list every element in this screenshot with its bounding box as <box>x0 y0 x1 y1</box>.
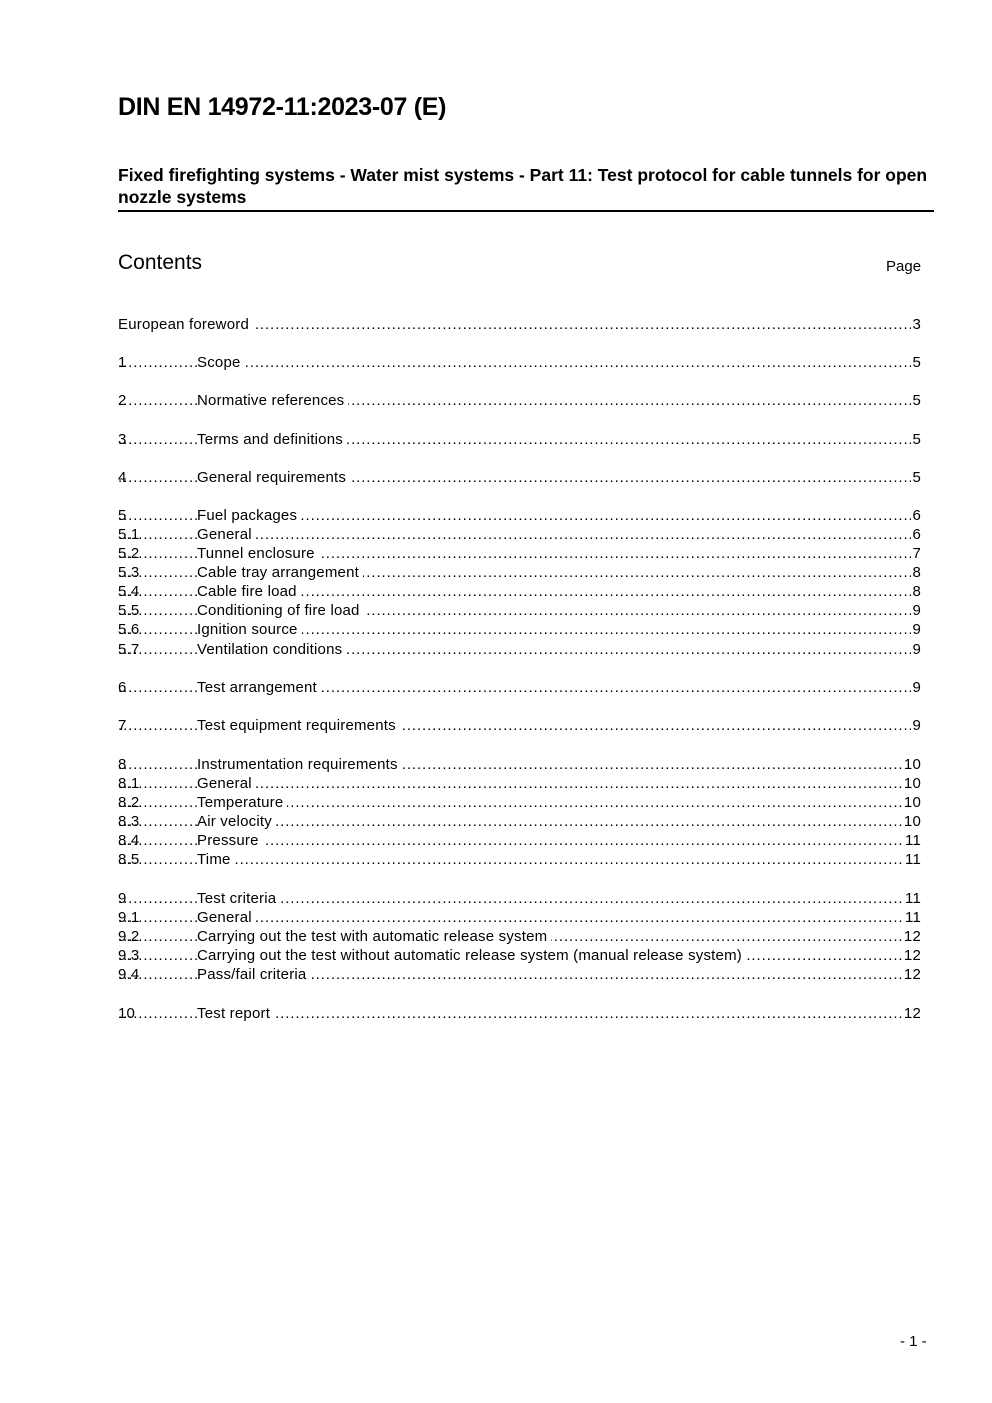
toc-entry-page: 12 <box>903 1005 921 1022</box>
contents-heading: Contents <box>118 251 203 274</box>
toc-entry-page: 8 <box>912 583 921 600</box>
toc-entry-number: 5.2 <box>118 545 140 562</box>
toc-entry-number: 3 <box>118 431 127 448</box>
toc-entry-page: 12 <box>903 947 921 964</box>
toc-entry[interactable] <box>118 793 921 812</box>
toc-entry-title: General requirements <box>197 468 350 487</box>
toc-entry[interactable] <box>118 468 921 487</box>
document-id: DIN EN 14972-11:2023-07 (E) <box>118 93 447 121</box>
toc-entry-title: Carrying out the test without automatic release system (manual release system) <box>197 946 746 965</box>
toc-entry[interactable] <box>118 812 921 831</box>
toc-entry[interactable] <box>118 755 921 774</box>
title-divider <box>118 210 934 212</box>
toc-entry-title: Ignition source <box>197 620 302 639</box>
toc-entry-number: 5.3 <box>118 564 140 581</box>
toc-entry-page: 5 <box>912 469 921 486</box>
toc-entry[interactable] <box>118 716 921 735</box>
toc-entry-number: 8.4 <box>118 832 140 849</box>
toc-entry-title: Test equipment requirements <box>197 716 400 735</box>
toc-entry[interactable] <box>118 965 921 984</box>
toc-entry[interactable] <box>118 774 921 793</box>
toc-entry-title: European foreword <box>118 315 253 334</box>
toc-entry-number: 5.1 <box>118 526 140 543</box>
toc-entry[interactable] <box>118 506 921 525</box>
toc-entry[interactable] <box>118 601 921 620</box>
toc-entry-page: 11 <box>905 832 921 849</box>
page-column-heading: Page <box>886 258 922 275</box>
toc-entry-number: 6 <box>118 679 127 696</box>
toc-entry-title: Instrumentation requirements <box>197 755 402 774</box>
toc-entry-title: General <box>197 908 256 927</box>
toc-entry-title: Normative references <box>197 391 348 410</box>
toc-entry[interactable] <box>118 850 921 869</box>
toc-entry-page: 8 <box>912 564 921 581</box>
toc-entry-title: Fuel packages <box>197 506 301 525</box>
leader-dots <box>118 850 921 869</box>
toc-entry-title: Air velocity <box>197 812 276 831</box>
toc-entry-number: 5.4 <box>118 583 140 600</box>
toc-entry-title: Test report <box>197 1004 274 1023</box>
document-title: Fixed firefighting systems - Water mist systems - Part 11: Test protocol for cable tunnels for open nozzle systems <box>118 165 928 207</box>
toc-entry-number: 7 <box>118 717 127 734</box>
toc-entry-number: 9.2 <box>118 928 140 945</box>
toc-entry-page: 9 <box>912 602 921 619</box>
toc-entry[interactable] <box>118 391 921 410</box>
toc-entry-title: Test criteria <box>197 889 280 908</box>
toc-entry-number: 8.5 <box>118 851 140 868</box>
toc-entry-number: 9.4 <box>118 966 140 983</box>
toc-entry[interactable] <box>118 563 921 582</box>
toc-entry-page: 7 <box>912 545 921 562</box>
toc-entry-page: 12 <box>903 966 921 983</box>
toc-entry-title: Terms and definitions <box>197 430 347 449</box>
toc-entry-page: 12 <box>903 928 921 945</box>
toc-entry-number: 8.1 <box>118 775 140 792</box>
toc-entry-title: Ventilation conditions <box>197 640 346 659</box>
toc-entry[interactable] <box>118 582 921 601</box>
toc-entry-number: 5.6 <box>118 621 140 638</box>
toc-entry-page: 5 <box>912 431 921 448</box>
toc-entry-title: Cable tray arrangement <box>197 563 363 582</box>
toc-entry-number: 2 <box>118 392 127 409</box>
footer-page-number: - 1 - <box>900 1333 927 1350</box>
toc-entry-number: 8.2 <box>118 794 140 811</box>
toc-entry-page: 6 <box>912 507 921 524</box>
toc-entry-page: 9 <box>912 679 921 696</box>
toc-entry[interactable] <box>118 1004 921 1023</box>
toc-entry-title: Cable fire load <box>197 582 301 601</box>
toc-entry-page: 5 <box>912 392 921 409</box>
toc-entry[interactable] <box>118 353 921 372</box>
toc-entry[interactable] <box>118 620 921 639</box>
toc-entry-number: 5 <box>118 507 127 524</box>
toc-entry-page: 9 <box>912 717 921 734</box>
toc-entry-title: Conditioning of fire load <box>197 601 364 620</box>
toc-entry[interactable] <box>118 889 921 908</box>
toc-entry-title: Pass/fail criteria <box>197 965 310 984</box>
toc-entry-number: 4 <box>118 469 127 486</box>
toc-entry-page: 11 <box>905 909 921 926</box>
toc-entry-foreword[interactable] <box>118 315 921 334</box>
toc-entry-page: 11 <box>905 890 921 907</box>
toc-entry-title: Time <box>197 850 235 869</box>
toc-entry-number: 8 <box>118 756 127 773</box>
toc-entry-title: Scope <box>197 353 245 372</box>
toc-entry-number: 5.7 <box>118 641 140 658</box>
toc-entry-page: 6 <box>912 526 921 543</box>
toc-entry-page: 9 <box>912 641 921 658</box>
toc-entry-number: 9.3 <box>118 947 140 964</box>
toc-entry[interactable] <box>118 544 921 563</box>
toc-entry-number: 9 <box>118 890 127 907</box>
toc-entry-page: 10 <box>903 775 921 792</box>
toc-entry-number: 8.3 <box>118 813 140 830</box>
toc-entry-title: Tunnel enclosure <box>197 544 319 563</box>
toc-entry-title: Test arrangement <box>197 678 321 697</box>
toc-entry-page: 10 <box>903 794 921 811</box>
toc-entry[interactable] <box>118 640 921 659</box>
toc-entry-title: General <box>197 774 256 793</box>
toc-entry-title: Carrying out the test with automatic release system <box>197 927 551 946</box>
toc-entry[interactable] <box>118 678 921 697</box>
toc-entry-number: 5.5 <box>118 602 140 619</box>
toc-entry-page: 10 <box>903 756 921 773</box>
toc-entry[interactable] <box>118 927 921 946</box>
toc-entry-page: 11 <box>905 851 921 868</box>
toc-entry-page: 9 <box>912 621 921 638</box>
toc-entry-number: 10 <box>118 1005 136 1022</box>
toc-entry[interactable] <box>118 908 921 927</box>
toc-entry-number: 9.1 <box>118 909 140 926</box>
toc-entry-number: 1 <box>118 354 127 371</box>
toc-entry-title: Pressure <box>197 831 263 850</box>
toc-entry[interactable] <box>118 946 921 965</box>
toc-entry-page: 3 <box>912 316 921 333</box>
toc-entry-page: 10 <box>903 813 921 830</box>
toc-entry-title: General <box>197 525 256 544</box>
toc-entry-title: Temperature <box>197 793 287 812</box>
toc-entry[interactable] <box>118 831 921 850</box>
toc-entry[interactable] <box>118 430 921 449</box>
toc-entry[interactable] <box>118 525 921 544</box>
toc-entry-page: 5 <box>912 354 921 371</box>
